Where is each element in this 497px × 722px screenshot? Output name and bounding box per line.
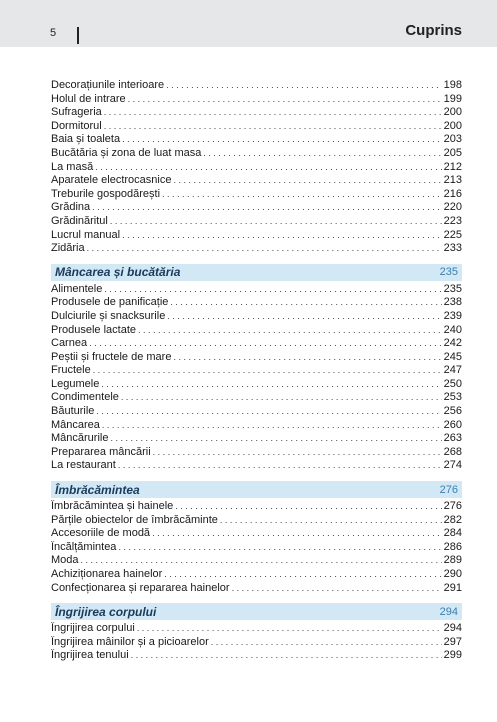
dot-leader (122, 229, 442, 243)
entry-label: Grădina (51, 201, 91, 214)
entry-label: Confecționarea și repararea hainelor (51, 581, 230, 594)
dot-leader (110, 215, 442, 229)
entry-label: Carnea (51, 337, 88, 350)
entry-label: Achiziționarea hainelor (51, 568, 163, 580)
entry-label: Bucătăria și zona de luat masa (51, 146, 202, 159)
entry-label: Mâncarea (51, 418, 100, 431)
dot-leader (96, 405, 441, 419)
dot-leader (118, 541, 441, 555)
entry-page-number: 289 (443, 554, 462, 567)
entry-page-number: 297 (443, 635, 462, 648)
toc-entry (51, 310, 462, 324)
entry-label: Grădinăritul (51, 214, 108, 227)
entry-page-number: 238 (443, 296, 462, 309)
entry-page-number: 286 (443, 540, 462, 553)
dot-leader (128, 93, 442, 107)
dot-leader (164, 568, 441, 582)
entry-label: Îngrijirea tenului (51, 649, 129, 662)
entry-page-number: 198 (443, 79, 462, 91)
toc-entry (51, 296, 462, 310)
entry-label: Treburile gospodărești (51, 187, 161, 200)
dot-leader (138, 324, 442, 338)
entry-label: Aparatele electrocasnice (51, 174, 172, 187)
entry-page-number: 274 (443, 459, 462, 472)
toc-entry (51, 364, 462, 378)
entry-label: Lucrul manual (51, 228, 121, 241)
entry-label: Produsele de panificație (51, 296, 169, 309)
entry-page-number: 253 (443, 391, 462, 404)
entry-page-number: 203 (443, 133, 462, 146)
entry-page-number: 240 (443, 323, 462, 336)
toc-entry (51, 582, 462, 596)
header-divider (77, 27, 79, 44)
entry-label: La masă (51, 160, 94, 173)
dot-leader (95, 161, 441, 175)
entry-label: Sufrageria (51, 106, 102, 119)
page-number: 5 (50, 27, 57, 39)
entry-page-number: 290 (443, 568, 462, 580)
dot-leader (93, 364, 442, 378)
page-header (0, 0, 497, 47)
entry-label: Condimentele (51, 391, 119, 404)
section-page-number: 294 (439, 605, 458, 618)
entry-label: Părțile obiectelor de îmbrăcăminte (51, 513, 218, 526)
entry-page-number: 291 (443, 581, 462, 594)
entry-page-number: 294 (443, 622, 462, 635)
dot-leader (131, 649, 442, 663)
section-heading (51, 264, 462, 281)
toc-entry (51, 378, 462, 392)
toc-entry (51, 120, 462, 134)
toc-entry (51, 147, 462, 161)
toc-entry (51, 446, 462, 460)
toc-entry (51, 133, 462, 147)
entry-label: Produsele lactate (51, 323, 136, 336)
entry-label: Legumele (51, 377, 100, 390)
entry-page-number: 200 (443, 106, 462, 119)
entry-page-number: 268 (443, 445, 462, 458)
toc-entry (51, 636, 462, 650)
toc-entry (51, 622, 462, 636)
dot-leader (121, 391, 442, 405)
dot-leader (104, 283, 441, 297)
toc-entry (51, 188, 462, 202)
toc-entry (51, 201, 462, 215)
entry-page-number: 233 (443, 242, 462, 255)
toc-entry (51, 568, 462, 582)
entry-page-number: 282 (443, 513, 462, 526)
entry-label: Prepararea mâncării (51, 445, 151, 458)
toc-entry (51, 229, 462, 243)
dot-leader (92, 201, 442, 215)
dot-leader (167, 310, 441, 324)
entry-page-number: 205 (443, 146, 462, 159)
toc-entry (51, 527, 462, 541)
entry-label: Moda (51, 554, 79, 567)
entry-label: Mâncărurile (51, 432, 109, 445)
toc-entry (51, 79, 462, 93)
dot-leader (102, 419, 442, 433)
entry-page-number: 216 (443, 187, 462, 200)
entry-page-number: 299 (443, 649, 462, 662)
toc-entry (51, 161, 462, 175)
entry-page-number: 284 (443, 527, 462, 540)
entry-page-number: 220 (443, 201, 462, 214)
dot-leader (166, 79, 442, 93)
toc-entry (51, 649, 462, 663)
dot-leader (220, 514, 442, 528)
entry-label: Zidăria (51, 242, 85, 255)
entry-label: Accesoriile de modă (51, 527, 151, 540)
dot-leader (81, 554, 442, 568)
toc-entry (51, 242, 462, 256)
dot-leader (122, 133, 442, 147)
entry-label: Baia și toaleta (51, 133, 121, 146)
entry-page-number: 225 (443, 228, 462, 241)
section-title: Mâncarea și bucătăria (55, 265, 181, 280)
dot-leader (173, 174, 441, 188)
entry-page-number: 235 (443, 282, 462, 295)
entry-page-number: 242 (443, 337, 462, 350)
entry-label: Dulciurile și snacksurile (51, 309, 166, 322)
toc-entry (51, 93, 462, 107)
entry-page-number: 213 (443, 174, 462, 187)
toc-entry (51, 554, 462, 568)
section-title: Îmbrăcămintea (55, 482, 140, 497)
entry-page-number: 260 (443, 418, 462, 431)
dot-leader (170, 296, 441, 310)
entry-page-number: 239 (443, 309, 462, 322)
dot-leader (211, 636, 442, 650)
page-title: Cuprins (405, 22, 462, 39)
toc-entry (51, 459, 462, 473)
dot-leader (153, 446, 442, 460)
entry-label: Peștii și fructele de mare (51, 350, 172, 363)
entry-page-number: 256 (443, 405, 462, 418)
dot-leader (89, 337, 442, 351)
dot-leader (162, 188, 442, 202)
entry-page-number: 263 (443, 432, 462, 445)
entry-label: Îngrijirea corpului (51, 622, 135, 635)
dot-leader (152, 527, 442, 541)
entry-page-number: 199 (443, 92, 462, 105)
entry-label: Îmbrăcămintea și hainele (51, 500, 174, 513)
entry-label: Dormitorul (51, 119, 102, 132)
toc-entry (51, 514, 462, 528)
entry-label: La restaurant (51, 459, 116, 472)
entry-label: Încălțămintea (51, 540, 117, 553)
entry-label: Băuturile (51, 405, 95, 418)
entry-page-number: 247 (443, 364, 462, 377)
dot-leader (137, 622, 442, 636)
toc-entry (51, 215, 462, 229)
entry-page-number: 245 (443, 350, 462, 363)
dot-leader (175, 500, 441, 514)
toc-entry (51, 174, 462, 188)
entry-label: Holul de intrare (51, 92, 126, 105)
dot-leader (173, 351, 441, 365)
section-page-number: 235 (439, 266, 458, 279)
section-heading (51, 603, 462, 620)
dot-leader (203, 147, 441, 161)
entry-page-number: 223 (443, 214, 462, 227)
dot-leader (87, 242, 442, 256)
toc-entry (51, 391, 462, 405)
toc-entry (51, 324, 462, 338)
dot-leader (232, 582, 442, 596)
dot-leader (110, 432, 441, 446)
toc-entry (51, 351, 462, 365)
dot-leader (104, 106, 442, 120)
dot-leader (104, 120, 442, 134)
entry-label: Alimentele (51, 282, 103, 295)
toc-entry (51, 541, 462, 555)
entry-page-number: 200 (443, 119, 462, 132)
toc-entry (51, 419, 462, 433)
dot-leader (101, 378, 441, 392)
table-of-contents (51, 79, 462, 663)
toc-entry (51, 405, 462, 419)
section-page-number: 276 (439, 483, 458, 496)
entry-page-number: 276 (443, 500, 462, 513)
toc-entry (51, 337, 462, 351)
dot-leader (118, 459, 442, 473)
toc-entry (51, 283, 462, 297)
section-heading (51, 481, 462, 498)
toc-entry (51, 106, 462, 120)
entry-label: Fructele (51, 364, 91, 377)
toc-entry (51, 432, 462, 446)
entry-page-number: 212 (443, 160, 462, 173)
section-title: Îngrijirea corpului (55, 604, 157, 619)
toc-entry (51, 500, 462, 514)
entry-page-number: 250 (443, 377, 462, 390)
entry-label: Îngrijirea mâinilor și a picioarelor (51, 635, 209, 648)
entry-label: Decorațiunile interioare (51, 79, 165, 91)
